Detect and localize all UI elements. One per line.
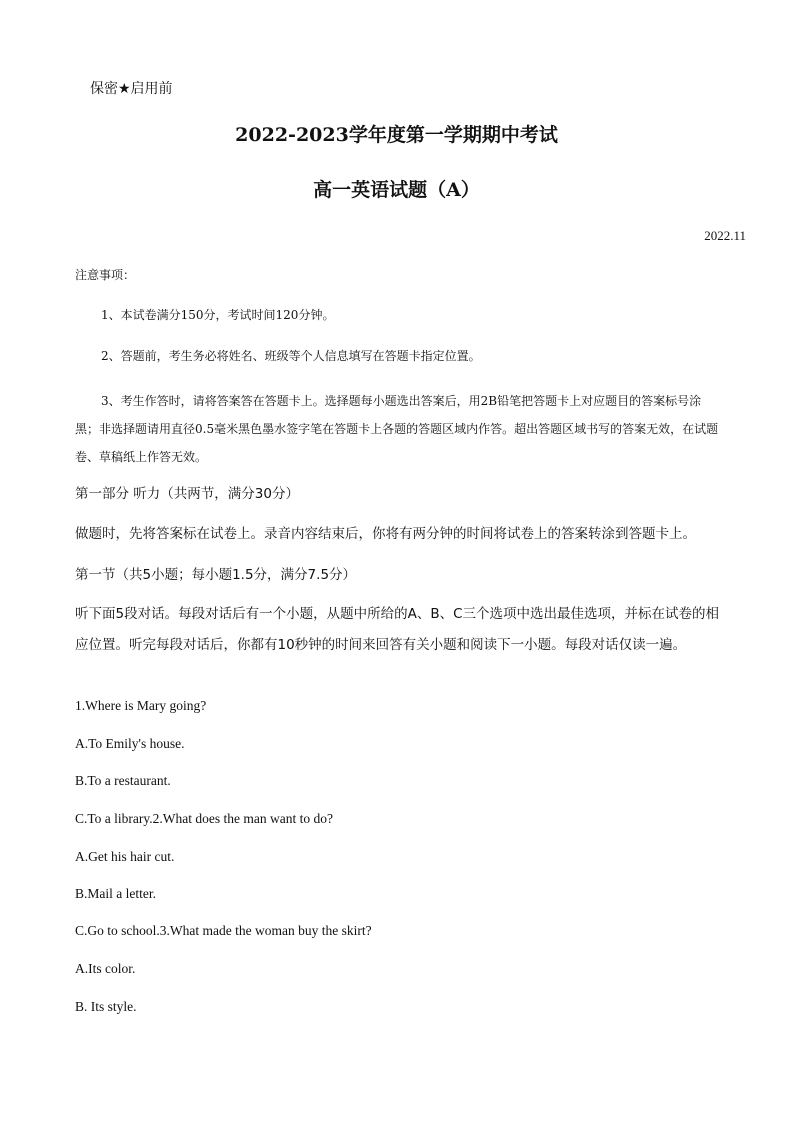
section1-title: 第一节（共5小题；每小题1.5分，满分7.5分） (75, 567, 357, 583)
question-line: 1.Where is Mary going? (75, 698, 207, 713)
part1-instruction: 做题时，先将答案标在试卷上。录音内容结束后，你将有两分钟的时间将试卷上的答案转涂到答题卡上。 (75, 526, 696, 542)
answer-option: A.To Emily's house. (75, 736, 185, 751)
notice-heading: 注意事项： (75, 268, 136, 282)
answer-option: A.Get his hair cut. (75, 849, 175, 864)
exam-subtitle: 高一英语试题（A） (313, 179, 480, 201)
notice-item: 2、答题前，考生务必将姓名、班级等个人信息填写在答题卡指定位置。 (101, 349, 481, 363)
section1-instruction: 听下面5段对话。每段对话后有一个小题，从题中所给的A、B、C三个选项中选出最佳选项，并标在试卷的相应位置。听完每段对话后，你都有10秒钟的时间来回答有关小题和阅读下一小题。每段对话仅读一遍。 (75, 606, 720, 653)
notice-item: 1、本试卷满分150分，考试时间120分钟。 (101, 308, 335, 322)
answer-option: B.Mail a letter. (75, 886, 156, 901)
answer-option: A.Its color. (75, 961, 136, 976)
part1-title: 第一部分 听力（共两节，满分30分） (75, 486, 299, 502)
answer-option: B. Its style. (75, 999, 137, 1014)
answer-option: C.To a library.2.What does the man want to do? (75, 811, 333, 826)
exam-title: 2022-2023学年度第一学期期中考试 (235, 124, 558, 146)
answer-option: B.To a restaurant. (75, 773, 171, 788)
exam-date: 2022.11 (704, 228, 746, 243)
answer-option: C.Go to school.3.What made the woman buy the skirt? (75, 923, 372, 938)
notice-item: 3、考生作答时，请将答案答在答题卡上。选择题每小题选出答案后，用2B铅笔把答题卡上对应题目的答案标号涂黑；非选择题请用直径0.5毫米黑色墨水签字笔在答题卡上各题的答题区域内作答。超出答题区域书写的答案无效，在试题卷、草稿纸上作答无效。 (75, 394, 719, 464)
confidential-label: 保密★启用前 (90, 81, 173, 97)
